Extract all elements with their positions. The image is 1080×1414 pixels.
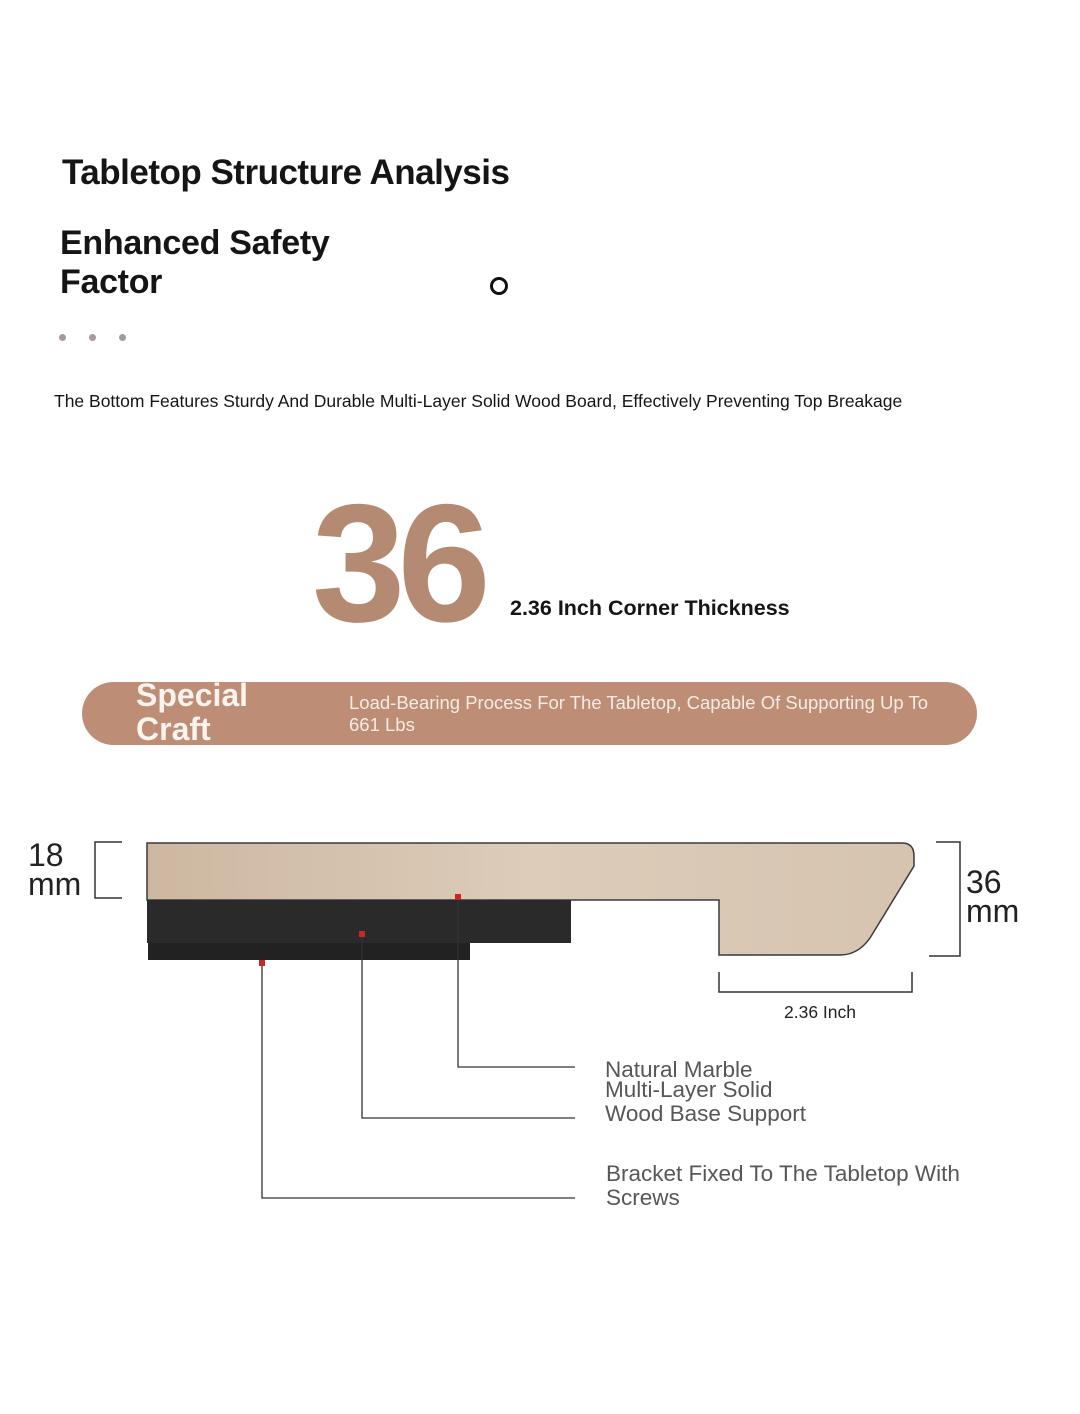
bracket-leader-line: [262, 963, 575, 1198]
wood-leader-line: [362, 934, 575, 1118]
banner-title: [136, 678, 248, 746]
dot-icon: [89, 334, 96, 341]
tabletop-cross-section-diagram: [0, 820, 1080, 1220]
subtitle-line-2: Factor: [60, 263, 163, 301]
left-dimension-bracket: [95, 842, 122, 898]
banner-title-line-1: Special: [136, 677, 249, 713]
section-subtitle: [60, 224, 329, 302]
circle-icon: [490, 277, 508, 295]
callout-wood-base: [605, 1078, 806, 1126]
dot-icon: [59, 334, 66, 341]
wood-marker: [359, 931, 365, 937]
thickness-number: 36: [312, 469, 483, 657]
bracket-marker: [259, 960, 265, 966]
page-title: Tabletop Structure Analysis: [62, 153, 510, 192]
right-dimension-label: [966, 864, 1020, 929]
subtitle-line-1: Enhanced Safety: [60, 224, 330, 262]
marble-marker: [455, 894, 461, 900]
thickness-caption: 2.36 Inch Corner Thickness: [510, 596, 790, 620]
description-text: The Bottom Features Sturdy And Durable Multi-Layer Solid Wood Board, Effectively Preventing Top Breakage: [54, 391, 903, 411]
callout-natural-marble: Natural Marble: [605, 1057, 753, 1082]
banner-title-line-2: Craft: [136, 711, 211, 747]
wood-layer-lower: [148, 943, 470, 960]
dot-icon: [119, 334, 126, 341]
bottom-dimension-label: 2.36 Inch: [784, 1002, 856, 1022]
right-dimension-value: 36: [966, 864, 1002, 900]
callout-bracket-line-1: Bracket Fixed To The Tabletop With: [606, 1161, 960, 1186]
bottom-dimension-bracket: [719, 972, 912, 992]
left-dimension-label: [28, 837, 82, 902]
left-dimension-value: 18: [28, 837, 64, 873]
callout-wood-line-1: Multi-Layer Solid: [605, 1077, 773, 1102]
callout-bracket: [606, 1162, 960, 1210]
left-dimension-unit: mm: [28, 866, 82, 902]
callout-bracket-line-2: Screws: [606, 1185, 680, 1210]
right-dimension-bracket: [929, 842, 960, 956]
right-dimension-unit: mm: [966, 893, 1020, 929]
callout-wood-line-2: Wood Base Support: [605, 1101, 806, 1126]
banner-text: Load-Bearing Process For The Tabletop, Capable Of Supporting Up To 661 Lbs: [349, 692, 928, 735]
